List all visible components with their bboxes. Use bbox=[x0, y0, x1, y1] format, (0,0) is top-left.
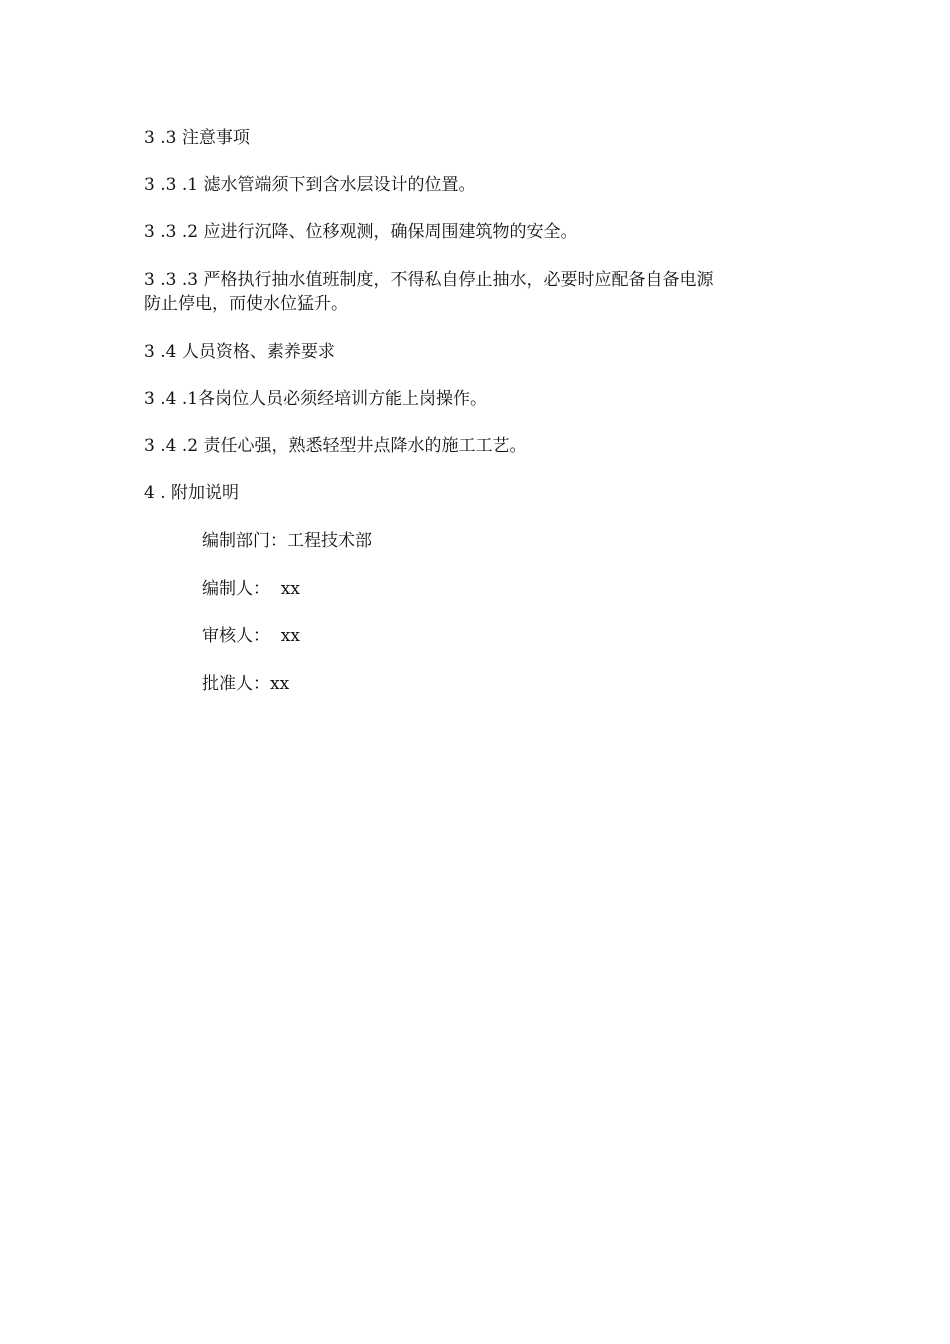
item-3-3-3-line2: 防止停电，而使水位猛升。 bbox=[144, 294, 348, 314]
reviewer-line: 审核人： xx bbox=[202, 626, 300, 646]
department-line: 编制部门：工程技术部 bbox=[202, 531, 372, 551]
item-3-3-3-line1: 3 .3 .3 严格执行抽水值班制度，不得私自停止抽水，必要时应配备自备电源 bbox=[144, 270, 714, 290]
preparer-line: 编制人： xx bbox=[202, 579, 300, 599]
section-4-heading: 4 . 附加说明 bbox=[144, 483, 240, 503]
item-3-4-1: 3 .4 .1各岗位人员必须经培训方能上岗操作。 bbox=[144, 389, 488, 409]
item-3-4-2: 3 .4 .2 责任心强，熟悉轻型井点降水的施工工艺。 bbox=[144, 436, 527, 456]
approver-line: 批准人：xx bbox=[202, 674, 290, 694]
item-3-3-1: 3 .3 .1 滤水管端须下到含水层设计的位置。 bbox=[144, 175, 476, 195]
section-3-4-heading: 3 .4 人员资格、素养要求 bbox=[144, 342, 335, 362]
section-3-3-heading: 3 .3 注意事项 bbox=[144, 128, 250, 148]
item-3-3-2: 3 .3 .2 应进行沉降、位移观测，确保周围建筑物的安全。 bbox=[144, 222, 578, 242]
